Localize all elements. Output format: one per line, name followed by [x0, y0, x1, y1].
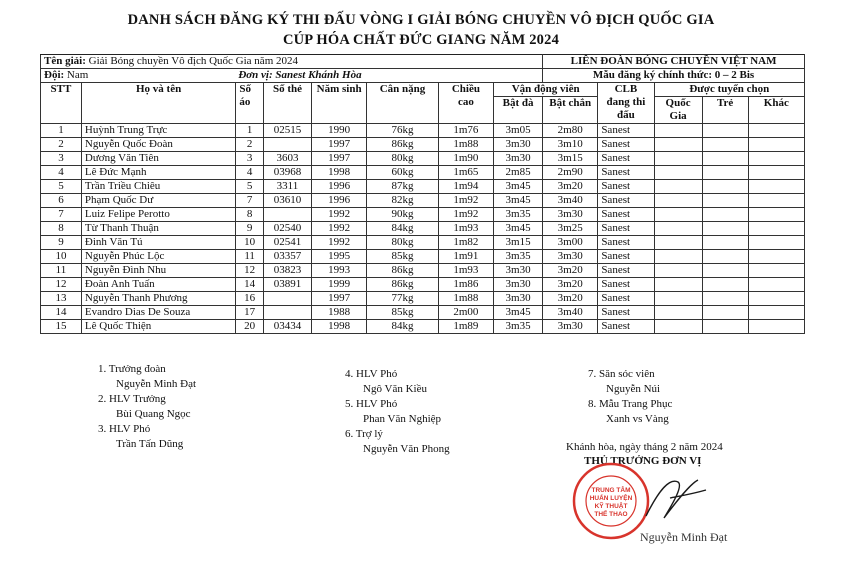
clb-cell: Sanest	[598, 208, 654, 222]
bat-chan-cell: 3m40	[543, 306, 598, 320]
chieu-cao-cell: 1m94	[438, 180, 493, 194]
so-the-cell: 03357	[263, 250, 311, 264]
tournament-label: Tên giải:	[44, 55, 86, 67]
bat-da-cell: 3m30	[494, 292, 543, 306]
bat-chan-cell: 3m30	[543, 250, 598, 264]
so-the-cell: 02541	[263, 236, 311, 250]
header-stt: STT	[41, 83, 82, 124]
bat-chan-cell: 3m20	[543, 292, 598, 306]
staff-role: 4. HLV Phó	[345, 368, 398, 380]
header-so-the: Số thẻ	[263, 83, 311, 124]
khac-cell	[748, 320, 804, 334]
so-the-cell: 02515	[263, 124, 311, 138]
name-cell: Luiz Felipe Perotto	[81, 208, 235, 222]
header-clb-line3: đấu	[617, 109, 635, 121]
khac-cell	[748, 124, 804, 138]
can-nang-cell: 86kg	[367, 278, 439, 292]
so-the-cell	[263, 138, 311, 152]
player-row	[41, 152, 805, 166]
bat-chan-cell: 3m40	[543, 194, 598, 208]
nam-sinh-cell: 1992	[312, 236, 367, 250]
chieu-cao-cell: 1m88	[438, 292, 493, 306]
team-cell	[41, 69, 543, 83]
so-ao-cell: 9	[236, 222, 264, 236]
stt-cell: 3	[41, 152, 82, 166]
can-nang-cell: 80kg	[367, 236, 439, 250]
stt-cell: 11	[41, 264, 82, 278]
signer-name: Nguyễn Minh Đạt	[640, 530, 728, 544]
nam-sinh-cell: 1999	[312, 278, 367, 292]
clb-cell: Sanest	[598, 152, 654, 166]
staff-column-2	[345, 367, 450, 457]
nam-sinh-cell: 1998	[312, 320, 367, 334]
quoc-gia-cell	[654, 222, 702, 236]
staff-item	[588, 367, 672, 397]
player-row	[41, 292, 805, 306]
bat-da-cell: 3m30	[494, 152, 543, 166]
chieu-cao-cell: 1m90	[438, 152, 493, 166]
official-stamp	[572, 462, 650, 540]
stt-cell: 6	[41, 194, 82, 208]
stt-cell: 5	[41, 180, 82, 194]
khac-cell	[748, 180, 804, 194]
bat-da-cell: 3m35	[494, 250, 543, 264]
tre-cell	[702, 208, 748, 222]
player-row	[41, 236, 805, 250]
can-nang-cell: 80kg	[367, 152, 439, 166]
nam-sinh-cell: 1988	[312, 306, 367, 320]
khac-cell	[748, 138, 804, 152]
header-chieu-cao	[438, 83, 493, 124]
chieu-cao-cell: 1m65	[438, 166, 493, 180]
can-nang-cell: 60kg	[367, 166, 439, 180]
so-ao-cell: 16	[236, 292, 264, 306]
chieu-cao-cell: 1m89	[438, 320, 493, 334]
stt-cell: 9	[41, 236, 82, 250]
staff-role: 1. Trưởng đoàn	[98, 363, 166, 375]
registration-table	[40, 54, 805, 334]
bat-chan-cell: 2m90	[543, 166, 598, 180]
staff-name: Nguyễn Văn Phong	[363, 443, 450, 455]
tre-cell	[702, 124, 748, 138]
tre-cell	[702, 152, 748, 166]
stt-cell: 2	[41, 138, 82, 152]
tre-cell	[702, 180, 748, 194]
nam-sinh-cell: 1992	[312, 208, 367, 222]
name-cell: Trần Triều Chiêu	[81, 180, 235, 194]
name-cell: Nguyễn Phúc Lộc	[81, 250, 235, 264]
so-ao-cell: 14	[236, 278, 264, 292]
player-row	[41, 320, 805, 334]
bat-da-cell: 3m35	[494, 208, 543, 222]
staff-name: Xanh vs Vàng	[606, 413, 669, 425]
staff-item	[98, 392, 196, 422]
staff-role: 8. Mẫu Trang Phục	[588, 398, 673, 410]
quoc-gia-cell	[654, 208, 702, 222]
staff-column-1	[98, 362, 196, 452]
so-ao-cell: 20	[236, 320, 264, 334]
chieu-cao-cell: 1m91	[438, 250, 493, 264]
clb-cell: Sanest	[598, 278, 654, 292]
khac-cell	[748, 278, 804, 292]
tre-cell	[702, 306, 748, 320]
tre-cell	[702, 222, 748, 236]
clb-cell: Sanest	[598, 138, 654, 152]
khac-cell	[748, 250, 804, 264]
so-the-cell	[263, 208, 311, 222]
tre-cell	[702, 278, 748, 292]
stt-cell: 13	[41, 292, 82, 306]
quoc-gia-cell	[654, 124, 702, 138]
quoc-gia-cell	[654, 138, 702, 152]
tre-cell	[702, 292, 748, 306]
bat-da-cell: 3m35	[494, 320, 543, 334]
so-ao-cell: 11	[236, 250, 264, 264]
team-label: Đội:	[44, 69, 65, 81]
header-clb-line2: đang thi	[606, 96, 646, 108]
header-can-nang: Cân nặng	[367, 83, 439, 124]
staff-name: Nguyễn Minh Đạt	[116, 378, 197, 390]
stt-cell: 10	[41, 250, 82, 264]
nam-sinh-cell: 1990	[312, 124, 367, 138]
quoc-gia-cell	[654, 180, 702, 194]
player-row	[41, 222, 805, 236]
quoc-gia-cell	[654, 194, 702, 208]
can-nang-cell: 85kg	[367, 306, 439, 320]
unit-value: Sanest Khánh Hòa	[275, 69, 362, 81]
bat-chan-cell: 2m80	[543, 124, 598, 138]
staff-item	[588, 397, 672, 427]
staff-item	[98, 362, 196, 392]
bat-chan-cell: 3m20	[543, 278, 598, 292]
khac-cell	[748, 166, 804, 180]
stt-cell: 4	[41, 166, 82, 180]
can-nang-cell: 87kg	[367, 180, 439, 194]
staff-name: Phan Văn Nghiệp	[363, 413, 442, 425]
header-bat-da: Bật đà	[494, 97, 543, 124]
khac-cell	[748, 292, 804, 306]
can-nang-cell: 85kg	[367, 250, 439, 264]
so-ao-cell: 17	[236, 306, 264, 320]
so-the-cell: 03968	[263, 166, 311, 180]
bat-chan-cell: 3m30	[543, 208, 598, 222]
so-the-cell: 03823	[263, 264, 311, 278]
can-nang-cell: 90kg	[367, 208, 439, 222]
nam-sinh-cell: 1997	[312, 152, 367, 166]
so-the-cell: 02540	[263, 222, 311, 236]
header-so-ao-line2: áo	[239, 96, 251, 108]
stamp-text: TRUNG TÂM	[591, 487, 631, 494]
stt-cell: 7	[41, 208, 82, 222]
staff-name: Nguyễn Núi	[606, 383, 661, 395]
khac-cell	[748, 194, 804, 208]
staff-item	[345, 427, 450, 457]
name-cell: Từ Thanh Thuận	[81, 222, 235, 236]
tre-cell	[702, 236, 748, 250]
can-nang-cell: 82kg	[367, 194, 439, 208]
tre-cell	[702, 320, 748, 334]
tre-cell	[702, 194, 748, 208]
name-cell: Lê Quốc Thiện	[81, 320, 235, 334]
so-the-cell: 03891	[263, 278, 311, 292]
so-the-cell: 3311	[263, 180, 311, 194]
name-cell: Nguyễn Đình Nhu	[81, 264, 235, 278]
bat-chan-cell: 3m20	[543, 180, 598, 194]
can-nang-cell: 76kg	[367, 124, 439, 138]
so-ao-cell: 5	[236, 180, 264, 194]
clb-cell: Sanest	[598, 194, 654, 208]
team-value: Nam	[66, 69, 89, 81]
so-ao-cell: 12	[236, 264, 264, 278]
header-so-ao	[236, 83, 264, 124]
staff-item	[345, 367, 450, 397]
nam-sinh-cell: 1998	[312, 166, 367, 180]
staff-role: 6. Trợ lý	[345, 428, 383, 440]
can-nang-cell: 84kg	[367, 320, 439, 334]
nam-sinh-cell: 1997	[312, 138, 367, 152]
clb-cell: Sanest	[598, 292, 654, 306]
quoc-gia-cell	[654, 320, 702, 334]
staff-item	[98, 422, 196, 452]
nam-sinh-cell: 1996	[312, 180, 367, 194]
player-row	[41, 264, 805, 278]
handwritten-signature	[640, 468, 710, 528]
quoc-gia-cell	[654, 152, 702, 166]
name-cell: Huỳnh Trung Trực	[81, 124, 235, 138]
staff-name: Bùi Quang Ngọc	[116, 408, 191, 420]
header-clb	[598, 83, 654, 124]
so-the-cell	[263, 292, 311, 306]
staff-role: 2. HLV Trưởng	[98, 393, 166, 405]
bat-da-cell: 3m45	[494, 194, 543, 208]
nam-sinh-cell: 1995	[312, 250, 367, 264]
bat-da-cell: 3m05	[494, 124, 543, 138]
info-row-1	[41, 55, 805, 69]
quoc-gia-cell	[654, 306, 702, 320]
chieu-cao-cell: 1m82	[438, 236, 493, 250]
clb-cell: Sanest	[598, 320, 654, 334]
quoc-gia-cell	[654, 278, 702, 292]
nam-sinh-cell: 1992	[312, 222, 367, 236]
header-row-1	[41, 83, 805, 97]
chieu-cao-cell: 1m92	[438, 208, 493, 222]
chieu-cao-cell: 1m93	[438, 222, 493, 236]
bat-da-cell: 3m45	[494, 222, 543, 236]
bat-da-cell: 3m45	[494, 180, 543, 194]
clb-cell: Sanest	[598, 222, 654, 236]
bat-chan-cell: 3m30	[543, 320, 598, 334]
quoc-gia-cell	[654, 292, 702, 306]
chieu-cao-cell: 1m86	[438, 278, 493, 292]
stamp-text: HUẤN LUYỆN	[589, 495, 633, 502]
bat-da-cell: 2m85	[494, 166, 543, 180]
stt-cell: 1	[41, 124, 82, 138]
bat-da-cell: 3m30	[494, 264, 543, 278]
document-subtitle: CÚP HÓA CHẤT ĐỨC GIANG NĂM 2024	[282, 32, 560, 48]
so-ao-cell: 4	[236, 166, 264, 180]
clb-cell: Sanest	[598, 124, 654, 138]
staff-name: Trần Tấn Dũng	[116, 438, 184, 450]
header-chieu-cao-line2: cao	[457, 96, 474, 108]
bat-da-cell: 3m15	[494, 236, 543, 250]
unit-label: Đơn vị:	[238, 69, 273, 81]
stt-cell: 12	[41, 278, 82, 292]
player-row	[41, 166, 805, 180]
quoc-gia-cell	[654, 250, 702, 264]
bat-da-cell: 3m30	[494, 278, 543, 292]
khac-cell	[748, 208, 804, 222]
signature-title: THỦ TRƯỞNG ĐƠN VỊ	[584, 455, 702, 467]
so-the-cell: 03434	[263, 320, 311, 334]
khac-cell	[748, 264, 804, 278]
clb-cell: Sanest	[598, 264, 654, 278]
signature-date: Khánh hòa, ngày tháng 2 năm 2024	[566, 441, 723, 453]
staff-role: 7. Săn sóc viên	[588, 368, 655, 380]
staff-role: 5. HLV Phó	[345, 398, 398, 410]
header-quoc-gia-line2: Gia	[669, 110, 687, 122]
header-clb-line1: CLB	[614, 83, 638, 95]
so-ao-cell: 2	[236, 138, 264, 152]
can-nang-cell: 77kg	[367, 292, 439, 306]
so-ao-cell: 10	[236, 236, 264, 250]
tre-cell	[702, 138, 748, 152]
name-cell: Lê Đức Mạnh	[81, 166, 235, 180]
header-nam-sinh: Năm sinh	[312, 83, 367, 124]
clb-cell: Sanest	[598, 236, 654, 250]
staff-item	[345, 397, 450, 427]
chieu-cao-cell: 2m00	[438, 306, 493, 320]
bat-da-cell: 3m45	[494, 306, 543, 320]
chieu-cao-cell: 1m93	[438, 264, 493, 278]
header-khac: Khác	[748, 97, 804, 124]
clb-cell: Sanest	[598, 250, 654, 264]
player-row	[41, 278, 805, 292]
so-the-cell: 03610	[263, 194, 311, 208]
so-ao-cell: 1	[236, 124, 264, 138]
khac-cell	[748, 236, 804, 250]
so-ao-cell: 7	[236, 194, 264, 208]
document-title: DANH SÁCH ĐĂNG KÝ THI ĐẤU VÒNG I GIẢI BÓNG CHUYỀN VÔ ĐỊCH QUỐC GIA	[127, 12, 715, 28]
player-row	[41, 208, 805, 222]
name-cell: Đinh Văn Tú	[81, 236, 235, 250]
quoc-gia-cell	[654, 264, 702, 278]
bat-chan-cell: 3m00	[543, 236, 598, 250]
name-cell: Nguyễn Thanh Phương	[81, 292, 235, 306]
can-nang-cell: 86kg	[367, 264, 439, 278]
staff-role: 3. HLV Phó	[98, 423, 151, 435]
can-nang-cell: 84kg	[367, 222, 439, 236]
can-nang-cell: 86kg	[367, 138, 439, 152]
header-bat-chan: Bật chắn	[543, 97, 598, 124]
name-cell: Phạm Quốc Dư	[81, 194, 235, 208]
nam-sinh-cell: 1993	[312, 264, 367, 278]
info-row-2	[41, 69, 805, 83]
so-ao-cell: 3	[236, 152, 264, 166]
player-row	[41, 180, 805, 194]
tre-cell	[702, 166, 748, 180]
header-so-ao-line1: Số	[239, 83, 251, 95]
stt-cell: 8	[41, 222, 82, 236]
header-duoc-tuyen: Được tuyển chọn	[654, 83, 804, 97]
so-the-cell: 3603	[263, 152, 311, 166]
bat-chan-cell: 3m15	[543, 152, 598, 166]
tre-cell	[702, 250, 748, 264]
khac-cell	[748, 222, 804, 236]
tournament-cell	[41, 55, 543, 69]
chieu-cao-cell: 1m92	[438, 194, 493, 208]
header-quoc-gia	[654, 97, 702, 124]
stt-cell: 14	[41, 306, 82, 320]
player-row	[41, 194, 805, 208]
stamp-text: THỂ THAO	[594, 511, 628, 518]
header-quoc-gia-line1: Quốc	[665, 97, 691, 109]
name-cell: Evandro Dias De Souza	[81, 306, 235, 320]
quoc-gia-cell	[654, 236, 702, 250]
header-name: Họ và tên	[81, 83, 235, 124]
bat-chan-cell: 3m20	[543, 264, 598, 278]
bat-da-cell: 3m30	[494, 138, 543, 152]
clb-cell: Sanest	[598, 166, 654, 180]
header-tre: Trẻ	[702, 97, 748, 124]
tre-cell	[702, 264, 748, 278]
header-vdv: Vận động viên	[494, 83, 598, 97]
staff-column-3	[588, 367, 672, 427]
chieu-cao-cell: 1m88	[438, 138, 493, 152]
player-row	[41, 250, 805, 264]
nam-sinh-cell: 1997	[312, 292, 367, 306]
player-row	[41, 306, 805, 320]
stamp-text: KỸ THUẬT	[594, 503, 628, 510]
nam-sinh-cell: 1996	[312, 194, 367, 208]
header-chieu-cao-line1: Chiều	[451, 83, 480, 95]
bat-chan-cell: 3m25	[543, 222, 598, 236]
quoc-gia-cell	[654, 166, 702, 180]
form-code: Mẫu đăng ký chính thức: 0 – 2 Bis	[543, 69, 805, 83]
chieu-cao-cell: 1m76	[438, 124, 493, 138]
khac-cell	[748, 152, 804, 166]
name-cell: Nguyễn Quốc Đoàn	[81, 138, 235, 152]
khac-cell	[748, 306, 804, 320]
player-row	[41, 138, 805, 152]
name-cell: Đoàn Anh Tuấn	[81, 278, 235, 292]
staff-name: Ngô Văn Kiều	[363, 383, 427, 395]
so-ao-cell: 8	[236, 208, 264, 222]
bat-chan-cell: 3m10	[543, 138, 598, 152]
signature-stroke	[646, 480, 706, 518]
so-the-cell	[263, 306, 311, 320]
tournament-value: Giải Bóng chuyền Vô địch Quốc Gia năm 2024	[88, 55, 298, 67]
clb-cell: Sanest	[598, 180, 654, 194]
stt-cell: 15	[41, 320, 82, 334]
player-row	[41, 124, 805, 138]
clb-cell: Sanest	[598, 306, 654, 320]
name-cell: Dương Văn Tiên	[81, 152, 235, 166]
federation-name: LIÊN ĐOÀN BÓNG CHUYỀN VIỆT NAM	[543, 55, 805, 69]
